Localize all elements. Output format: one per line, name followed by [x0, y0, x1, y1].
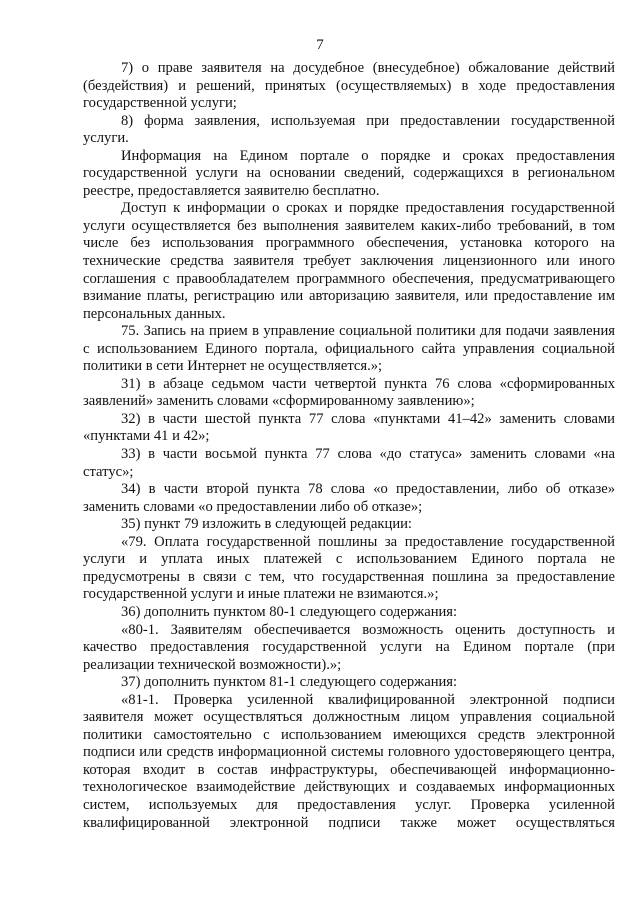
paragraph-item-35: 35) пункт 79 изложить в следующей редакции:	[121, 516, 412, 533]
paragraph-point-79: «79. Оплата государственной пошлины за предоставление государственной услуги и уплата иных платежей с использованием Единого портала не предусмотрены в связи с тем, что государственная пошлина за предоставление государственной услуги и иные платежи не взимаются.»;	[83, 533, 615, 603]
paragraph-item-36: 36) дополнить пунктом 80-1 следующего содержания:	[121, 603, 458, 620]
paragraph-access-info: Доступ к информации о сроках и порядке предоставления государственной услуги осуществляется без выполнения заявителем каких-либо требований, в том числе без использования программного обеспечения, установка которого на технические средства заявителя требует заключения лицензионного или иного соглашения с правообладателем программного обеспечения, предусматривающего взимание платы, регистрацию или авторизацию заявителя, или предоставление им персональных данных.	[83, 200, 615, 322]
paragraph-item-34: 34) в части второй пункта 78 слова «о предоставлении, либо об отказе» заменить словами «о предоставлении либо об отказе»;	[83, 481, 615, 515]
paragraph-item-8: 8) форма заявления, используемая при предоставлении государственной услуги.	[83, 112, 615, 147]
paragraph-item-31: 31) в абзаце седьмом части четвертой пункта 76 слова «сформированных заявлений» заменить словами «сформированному заявлению»;	[83, 375, 615, 410]
paragraph-item-32: 32) в части шестой пункта 77 слова «пунктами 41–42» заменить словами «пунктами 41 и 42»;	[83, 410, 615, 445]
paragraph-item-33: 33) в части восьмой пункта 77 слова «до статуса» заменить словами «на статус»;	[83, 446, 615, 480]
paragraph-item-7: 7) о праве заявителя на досудебное (внесудебное) обжалование действий (бездействия) и решений, принятых (осуществляемых) в ходе предоставления государственной услуги;	[83, 60, 615, 112]
paragraph-portal-info: Информация на Едином портале о порядке и сроках предоставления государственной услуги на основании сведений, содержащихся в региональном реестре, предоставляется заявителю бесплатно.	[83, 147, 615, 199]
paragraph-point-75: 75. Запись на прием в управление социальной политики для подачи заявления с использованием Единого портала, официального сайта управления социальной политики в сети Интернет не осуществляется.»;	[83, 323, 615, 375]
paragraph-point-80-1: «80-1. Заявителям обеспечивается возможность оценить доступность и качество предоставления государственной услуги на Едином портале (при реализации технической возможности).»;	[83, 621, 615, 673]
page-number: 7	[316, 37, 324, 53]
paragraph-point-81-1: «81-1. Проверка усиленной квалифицированной электронной подписи заявителя может осуществляться должностным лицом управления социальной политики самостоятельно с использованием имеющихся средств электронной подписи или средств информационной системы головного удостоверяющего центра, которая входит в состав инфраструктуры, обеспечивающей информационно-технологическое взаимодействие действующих и создаваемых информационных систем, используемых для предоставления услуг. Проверка усиленной квалифицированной электронной подписи также может осуществляться	[83, 691, 615, 831]
document-body	[83, 60, 615, 832]
paragraph-item-37: 37) дополнить пунктом 81-1 следующего содержания:	[121, 674, 458, 691]
